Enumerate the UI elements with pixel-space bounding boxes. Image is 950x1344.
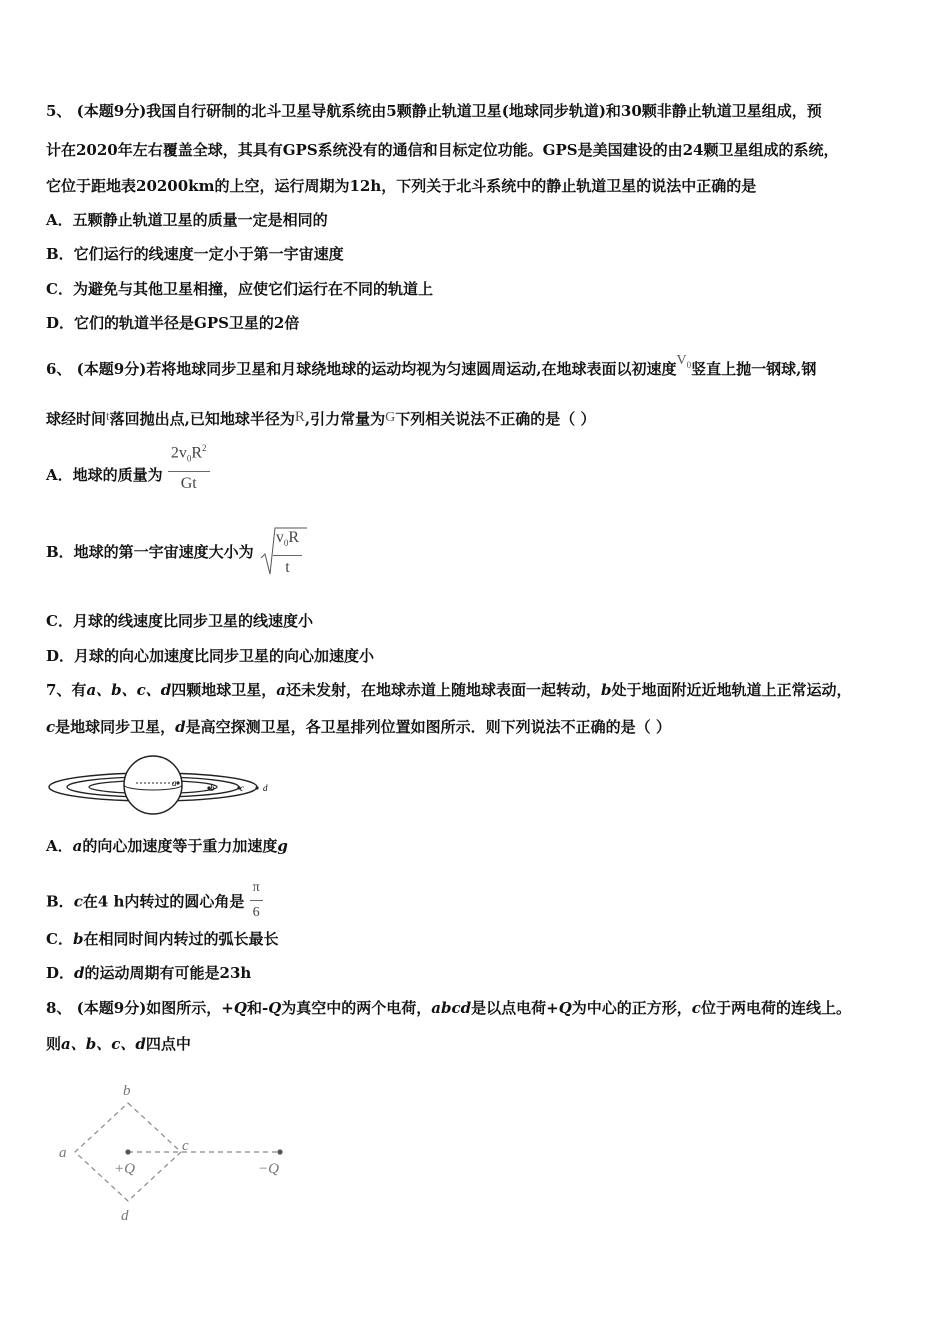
q6-option-d: D．月球的向心加速度比同步卫星的向心加速度小 [46,647,375,665]
fig7-label-a: a [172,778,177,788]
fig7-label-c: c [240,783,244,793]
q6-option-b: B．地球的第一宇宙速度大小为 $\frac{v_0R}{t}$ [46,528,302,578]
fig8-label-minus-q: −Q [258,1161,279,1177]
q8-line2: 则a、b、c、d四点中 [46,1035,191,1053]
fig8-label-plus-q: +Q [114,1161,135,1177]
q5-option-b: B．它们运行的线速度一定小于第一宇宙速度 [46,245,344,263]
t-symbol: t [106,408,110,423]
q7-option-d: D．d的运动周期有可能是23h [46,964,252,982]
q7-option-c: C．b在相同时间内转过的弧长最长 [46,930,279,948]
q6-line1: 6、 (本题9分)若将地球同步卫星和月球绕地球的运动均视为匀速圆周运动,在地球表面以初速度$V_0$竖直上抛一钢球,钢 [46,353,817,378]
fig8-label-d: d [121,1208,129,1224]
fig7-label-b: b [210,783,215,793]
fig7-label-d: d [263,783,268,793]
q8-line1: 8、 (本题9分)如图所示，+Q和-Q为真空中的两个电荷，abcd是以点电荷+Q为中心的正方形，c位于两电荷的连线上。 [46,999,851,1017]
q5-line1: 5、 (本题9分)我国自行研制的北斗卫星导航系统由5颗静止轨道卫星(地球同步轨道)和30颗非静止轨道卫星组成，预 [46,102,822,120]
q5-line3: 它位于距地表20200km的上空，运行周期为12h，下列关于北斗系统中的静止轨道卫星的说法中正确的是 [46,177,757,195]
q5-option-d: D．它们的轨道半径是GPS卫星的2倍 [46,314,300,332]
v0-symbol: $V_0$ [676,353,692,370]
q7-line1: 7、有a、b、c、d四颗地球卫星，a还未发射，在地球赤道上随地球表面一起转动，b处于地面附近近地轨道上正常运动， [46,681,852,699]
fig8-label-b: b [123,1083,131,1099]
mass-formula: $\frac{2v_0R^2}{Gt}$ [168,438,210,494]
q5-option-a: A．五颗静止轨道卫星的质量一定是相同的 [46,211,328,229]
fig8-label-c: c [182,1138,189,1154]
q6-line2: 球经时间t落回抛出点,已知地球半径为R,引力常量为G下列相关说法不正确的是（ ） [46,408,596,428]
q7-option-a: A．a的向心加速度等于重力加速度g [46,837,288,855]
q5-option-c: C．为避免与其他卫星相撞，应使它们运行在不同的轨道上 [46,280,433,298]
g-symbol: G [385,410,396,425]
sqrt-formula: $\frac{v_0R}{t}$ [259,528,302,578]
q7-option-b: B．c在4 h内转过的圆心角是 $\frac{\pi}{6}$ [46,880,263,925]
charge-square-figure [56,1078,306,1228]
q6-option-c: C．月球的线速度比同步卫星的线速度小 [46,612,313,630]
q7-line2: c是地球同步卫星，d是高空探测卫星，各卫星排列位置如图所示．则下列说法不正确的是（ ） [46,718,671,736]
r-symbol: R [294,409,305,425]
q6-option-a: A．地球的质量为 $\frac{2v_0R^2}{Gt}$ [46,448,210,504]
fig8-label-a: a [59,1145,67,1161]
satellite-orbit-figure [46,752,276,818]
angle-fraction: $\frac{\pi}{6}$ [250,878,263,923]
q5-line2: 计在2020年左右覆盖全球，其具有GPS系统没有的通信和目标定位功能。GPS是美国建设的由24颗卫星组成的系统， [46,141,839,159]
